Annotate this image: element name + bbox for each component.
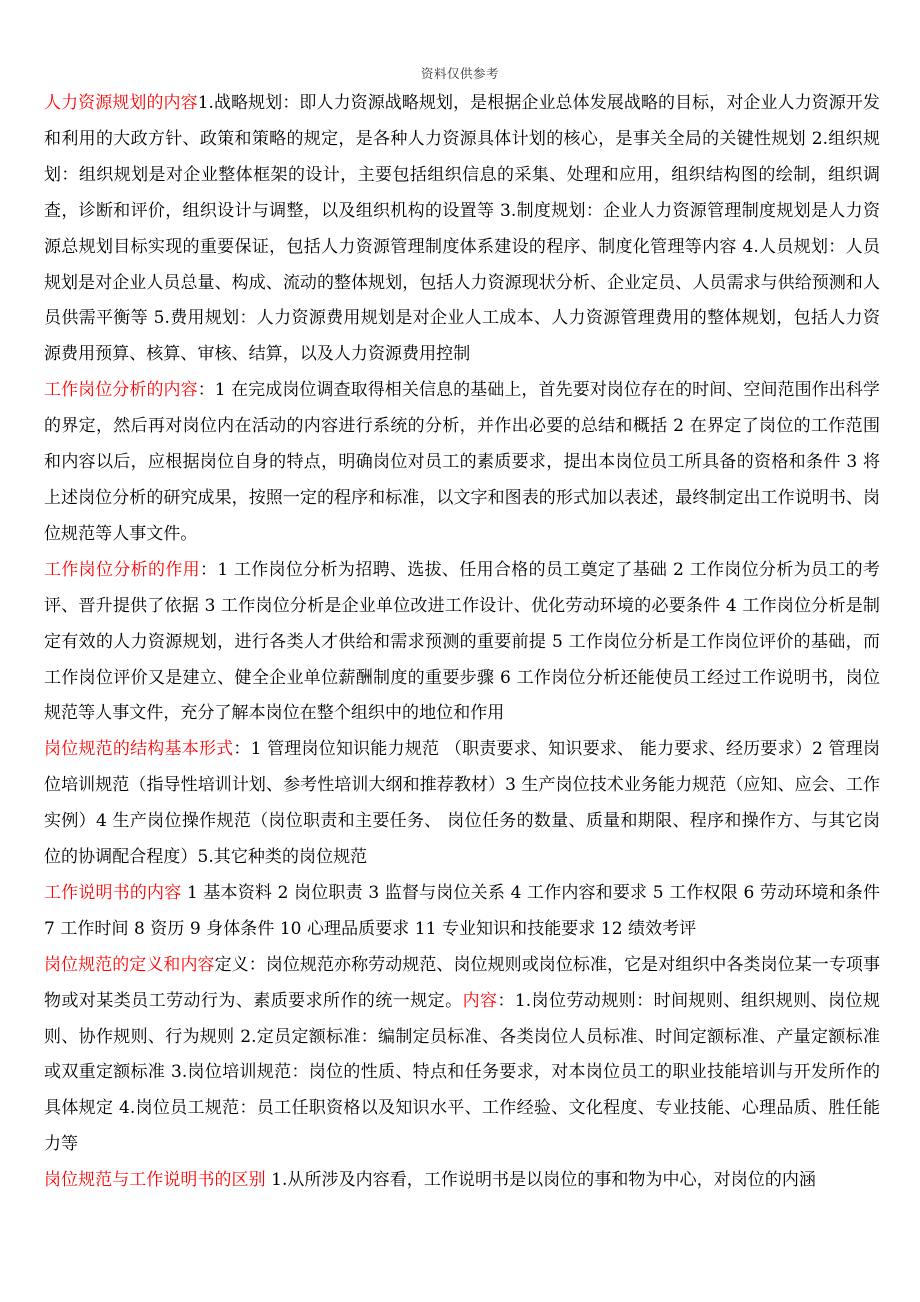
paragraph-heading: 岗位规范的定义和内容 [44, 954, 215, 975]
paragraph-body: ：1 工作岗位分析为招聘、选拔、任用合格的员工奠定了基础 2 工作岗位分析为员工的考评、晋升提供了依据 3 工作岗位分析是企业单位改进工作设计、优化劳动环境的必要条件 4 工作岗位分析是制定有效的人力资源规划，进行各类人才供给和需求预测的重要前提 5 工作岗位分析是工作岗位评价的基础，而工作岗位评价又是建立、健全企业单位薪酬制度的重要步骤 6 工作岗位分析还能使员工经过工作说明书，岗位规范等人事文件，充分了解本岗位在整个组织中的地位和作用 [44, 559, 880, 724]
document-body [44, 86, 880, 1199]
paragraph-subheading: 内容 [462, 990, 498, 1011]
paragraph-heading: 岗位规范与工作说明书的区别 [44, 1170, 266, 1191]
paragraph-job-analysis-content [44, 373, 880, 553]
paragraph-body: 1.从所涉及内容看，工作说明书是以岗位的事和物为中心，对岗位的内涵 [265, 1170, 816, 1191]
paragraph-job-analysis-role [44, 553, 880, 733]
paragraph-body: 1 基本资料 2 岗位职责 3 监督与岗位关系 4 工作内容和要求 5 工作权限 6 劳动环境和条件 7 工作时间 8 资历 9 身体条件 10 心理品质要求 11 专业知识和技能要求 12 绩效考评 [44, 882, 880, 939]
paragraph-job-spec-structure [44, 732, 880, 876]
paragraph-body: ：1 在完成岗位调查取得相关信息的基础上，首先要对岗位存在的时间、空间范围作出科学的界定，然后再对岗位内在活动的内容进行系统的分析，并作出必要的总结和概括 2 在界定了岗位的工作范围和内容以后，应根据岗位自身的特点，明确岗位对员工的素质要求，提出本岗位员工所具备的资格和条件 3 将上述岗位分析的研究成果，按照一定的程序和标准，以文字和图表的形式加以表述，最终制定出工作说明书、岗位规范等人事文件。 [44, 380, 880, 544]
paragraph-job-description-content [44, 876, 880, 948]
paragraph-job-spec-definition [44, 948, 880, 1163]
paragraph-heading: 岗位规范的结构基本形式 [44, 739, 234, 760]
paragraph-heading: 工作岗位分析的作用 [44, 559, 200, 580]
paragraph-heading: 工作岗位分析的内容 [44, 380, 198, 401]
paragraph-hr-planning-content [44, 86, 880, 373]
paragraph-body: ：1 管理岗位知识能力规范 （职责要求、知识要求、 能力要求、经历要求）2 管理岗位培训规范（指导性培训计划、参考性培训大纲和推荐教材）3 生产岗位技术业务能力规范（应知、应会、工作实例）4 生产岗位操作规范（岗位职责和主要任务、 岗位任务的数量、质量和期限、程序和操作方、与其它岗位的协调配合程度）5.其它种类的岗位规范 [44, 739, 880, 868]
paragraph-body: ：1.岗位劳动规则：时间规则、组织规则、岗位规则、协作规则、行为规则 2.定员定额标准：编制定员标准、各类岗位人员标准、时间定额标准、产量定额标准或双重定额标准 3.岗位培训规范：岗位的性质、特点和任务要求，对本岗位员工的职业技能培训与开发所作的具体规定 4.岗位员工规范：员工任职资格以及知识水平、工作经验、文化程度、专业技能、心理品质、胜任能力等 [44, 990, 881, 1155]
paragraph-body: 定义：岗位规范亦称劳动规范、岗位规则或岗位标准，它是对组织中各类岗位某一专项事物或对某类员工劳动行为、素质要求所作的统一规定。 [44, 954, 881, 1011]
paragraph-heading: 人力资源规划的内容 [44, 93, 198, 113]
paragraph-heading: 工作说明书的内容 [44, 882, 182, 903]
page-header: 资料仅供参考 [420, 66, 499, 81]
paragraph-body: 1.战略规划：即人力资源战略规划，是根据企业总体发展战略的目标，对企业人力资源开发和利用的大政方针、政策和策略的规定，是各种人力资源具体计划的核心，是事关全局的关键性规划 2.组织规划：组织规划是对企业整体框架的设计，主要包括组织信息的采集、处理和应用，组织结构图的绘制，组织调查，诊断和评价，组织设计与调整，以及组织机构的设置等 3.制度规划：企业人力资源管理制度规划是人力资源总规划目标实现的重要保证，包括人力资源管理制度体系建设的程序、制度化管理等内容 4.人员规划：人员规划是对企业人员总量、构成、流动的整体规划，包括人力资源现状分析、企业定员、人员需求与供给预测和人员供需平衡等 5.费用规划：人力资源费用规划是对企业人工成本、人力资源管理费用的整体规划，包括人力资源费用预算、核算、审核、结算，以及人力资源费用控制 [44, 93, 880, 365]
paragraph-spec-vs-description [44, 1163, 880, 1199]
